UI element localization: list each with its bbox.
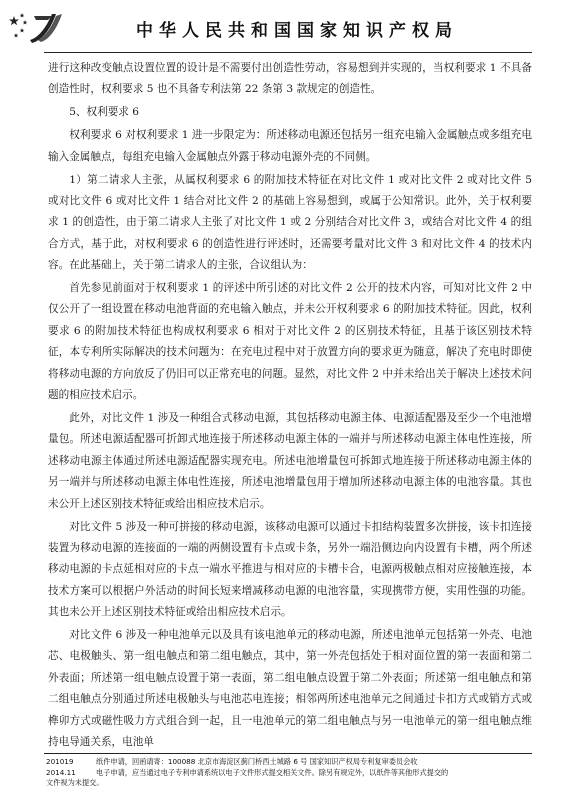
footer-line xyxy=(46,768,536,779)
header-divider xyxy=(44,52,532,53)
paragraph: 权利要求 6 对权利要求 1 进一步限定为：所述移动电源还包括另一组充电输入金属触点或多组充电输入金属触点，每组充电输入金属触点外露于移动电源外壳的不同侧。 xyxy=(48,129,532,163)
cnipa-emblem-icon xyxy=(8,10,68,44)
document-body xyxy=(48,58,532,755)
paragraph: 1）第二请求人主张，从属权利要求 6 的附加技术特征在对比文件 1 或对比文件 2 或对比文件 5 或对比文件 6 或对比文件 1 结合对比文件 2 的基础上容易想到，或属于公知常识。此外，关于权利要求 1 的创造性，由于第二请求人主张了对比文件 1 或 2 分别结合对比文件 3，或结合对比文件 4 的组合方式，基于此，对权利要求 6 的创造性进行评述时，还需要考量对比文件 3 和对比文件 4 的技术内容。在此基础上，关于第二请求人的主张，合议组认为： xyxy=(48,173,532,272)
footer-line xyxy=(46,757,536,768)
section-heading: 5、权利要求 6 xyxy=(69,106,140,119)
paragraph: 此外，对比文件 1 涉及一种组合式移动电源，其包括移动电源主体、电源适配器及至少一个电池增量包。所述电源适配器可折卸式地连接于所述移动电源主体的一端并与所述移动电源主体电性连接，所述移动电源主体通过所述电源适配器实现充电。所述电池增量包可拆卸式地连接于所述移动电源主体的另一端并与所述移动电源主体电性连接，所述电池增量包用于增加所述移动电源主体的电池容量。其也未公开上述区别技术特征或给出相应技术启示。 xyxy=(48,412,532,510)
page-header xyxy=(0,0,565,52)
electronic-notice: 电子申请，应当通过电子专利申请系统以电子文件形式提交相关文件。除另有规定外，以纸件等其他形式提交的 xyxy=(96,767,449,777)
form-date: 2014.11 xyxy=(46,767,76,777)
paragraph: 进行这种改变触点设置位置的设计是不需要付出创造性劳动，容易想到并实现的，当权利要求 1 不具备创造性时，权利要求 5 也不具备专利法第 22 条第 3 款规定的创造性。 xyxy=(48,62,532,96)
mailing-notice: 纸件申请，回函请寄：100088 北京市海淀区蓟门桥西土城路 6 号 国家知识产权局专利复审委员会收 xyxy=(96,757,418,766)
paragraph: 首先参见前面对于权利要求 1 的评述中所引述的对比文件 2 公开的技术内容，可知对比文件 2 中仅公开了一组设置在移动电池背面的充电输入触点，并未公开权利要求 6 的附加技术特征。因此，权利要求 6 的附加技术特征也构成权利要求 6 相对于对比文件 2 的区别技术特征，且基于该区别技术特征，本专利所实际解决的技术问题为：在充电过程中对于放置方向的要求更为随意，解决了充电时即使将移动电源的方向放反了仍旧可以正常充电的问题。显然，对比文件 2 中并未给出关于解决上述技术问题的相应技术启示。 xyxy=(48,282,532,402)
page-footer xyxy=(46,757,536,789)
form-code: 201019 xyxy=(46,757,74,766)
footer-divider xyxy=(44,753,532,754)
agency-name: 中华人民共和国国家知识产权局 xyxy=(136,21,458,41)
footer-line xyxy=(46,778,536,789)
paragraph: 对比文件 6 涉及一种电池单元以及具有该电池单元的移动电源，所述电池单元包括第一外壳、电池芯、电极触头、第一组电触点和第二组电触点，其中，第一外壳包括处于相对面位置的第一表面和第二外表面；所述第一组电触点设置于第一表面，第二组电触点设置于第二外表面；所述第一组电触点和第二组电触点分别通过所述电极触头与电池芯电连接；相邻两所述电池单元之间通过卡扣方式或销方式或榫卯方式或磁性吸力方式组合到一起，且一电池单元的第二组电触点与另一电池单元的第一组电触点维持电导通关系，电池单 xyxy=(48,629,532,749)
electronic-notice-cont: 文件视为未提交。 xyxy=(46,778,104,787)
paragraph: 对比文件 5 涉及一种可拼接的移动电源，该移动电源可以通过卡扣结构装置多次拼接，该卡扣连接装置为移动电源的连接面的一端的两侧设置有卡点或卡条，另外一端沿侧边向内设置有卡槽，两个所述移动电源的卡点延相对应的卡点一端水平推进与相对应的卡槽卡合，电源两极触点相对应接触连接，本技术方案可以根据户外活动的时间长短来增减移动电源的电池容量，实现携带方便，实用性强的功能。其也未公开上述区别技术特征或给出相应技术启示。 xyxy=(48,520,532,619)
